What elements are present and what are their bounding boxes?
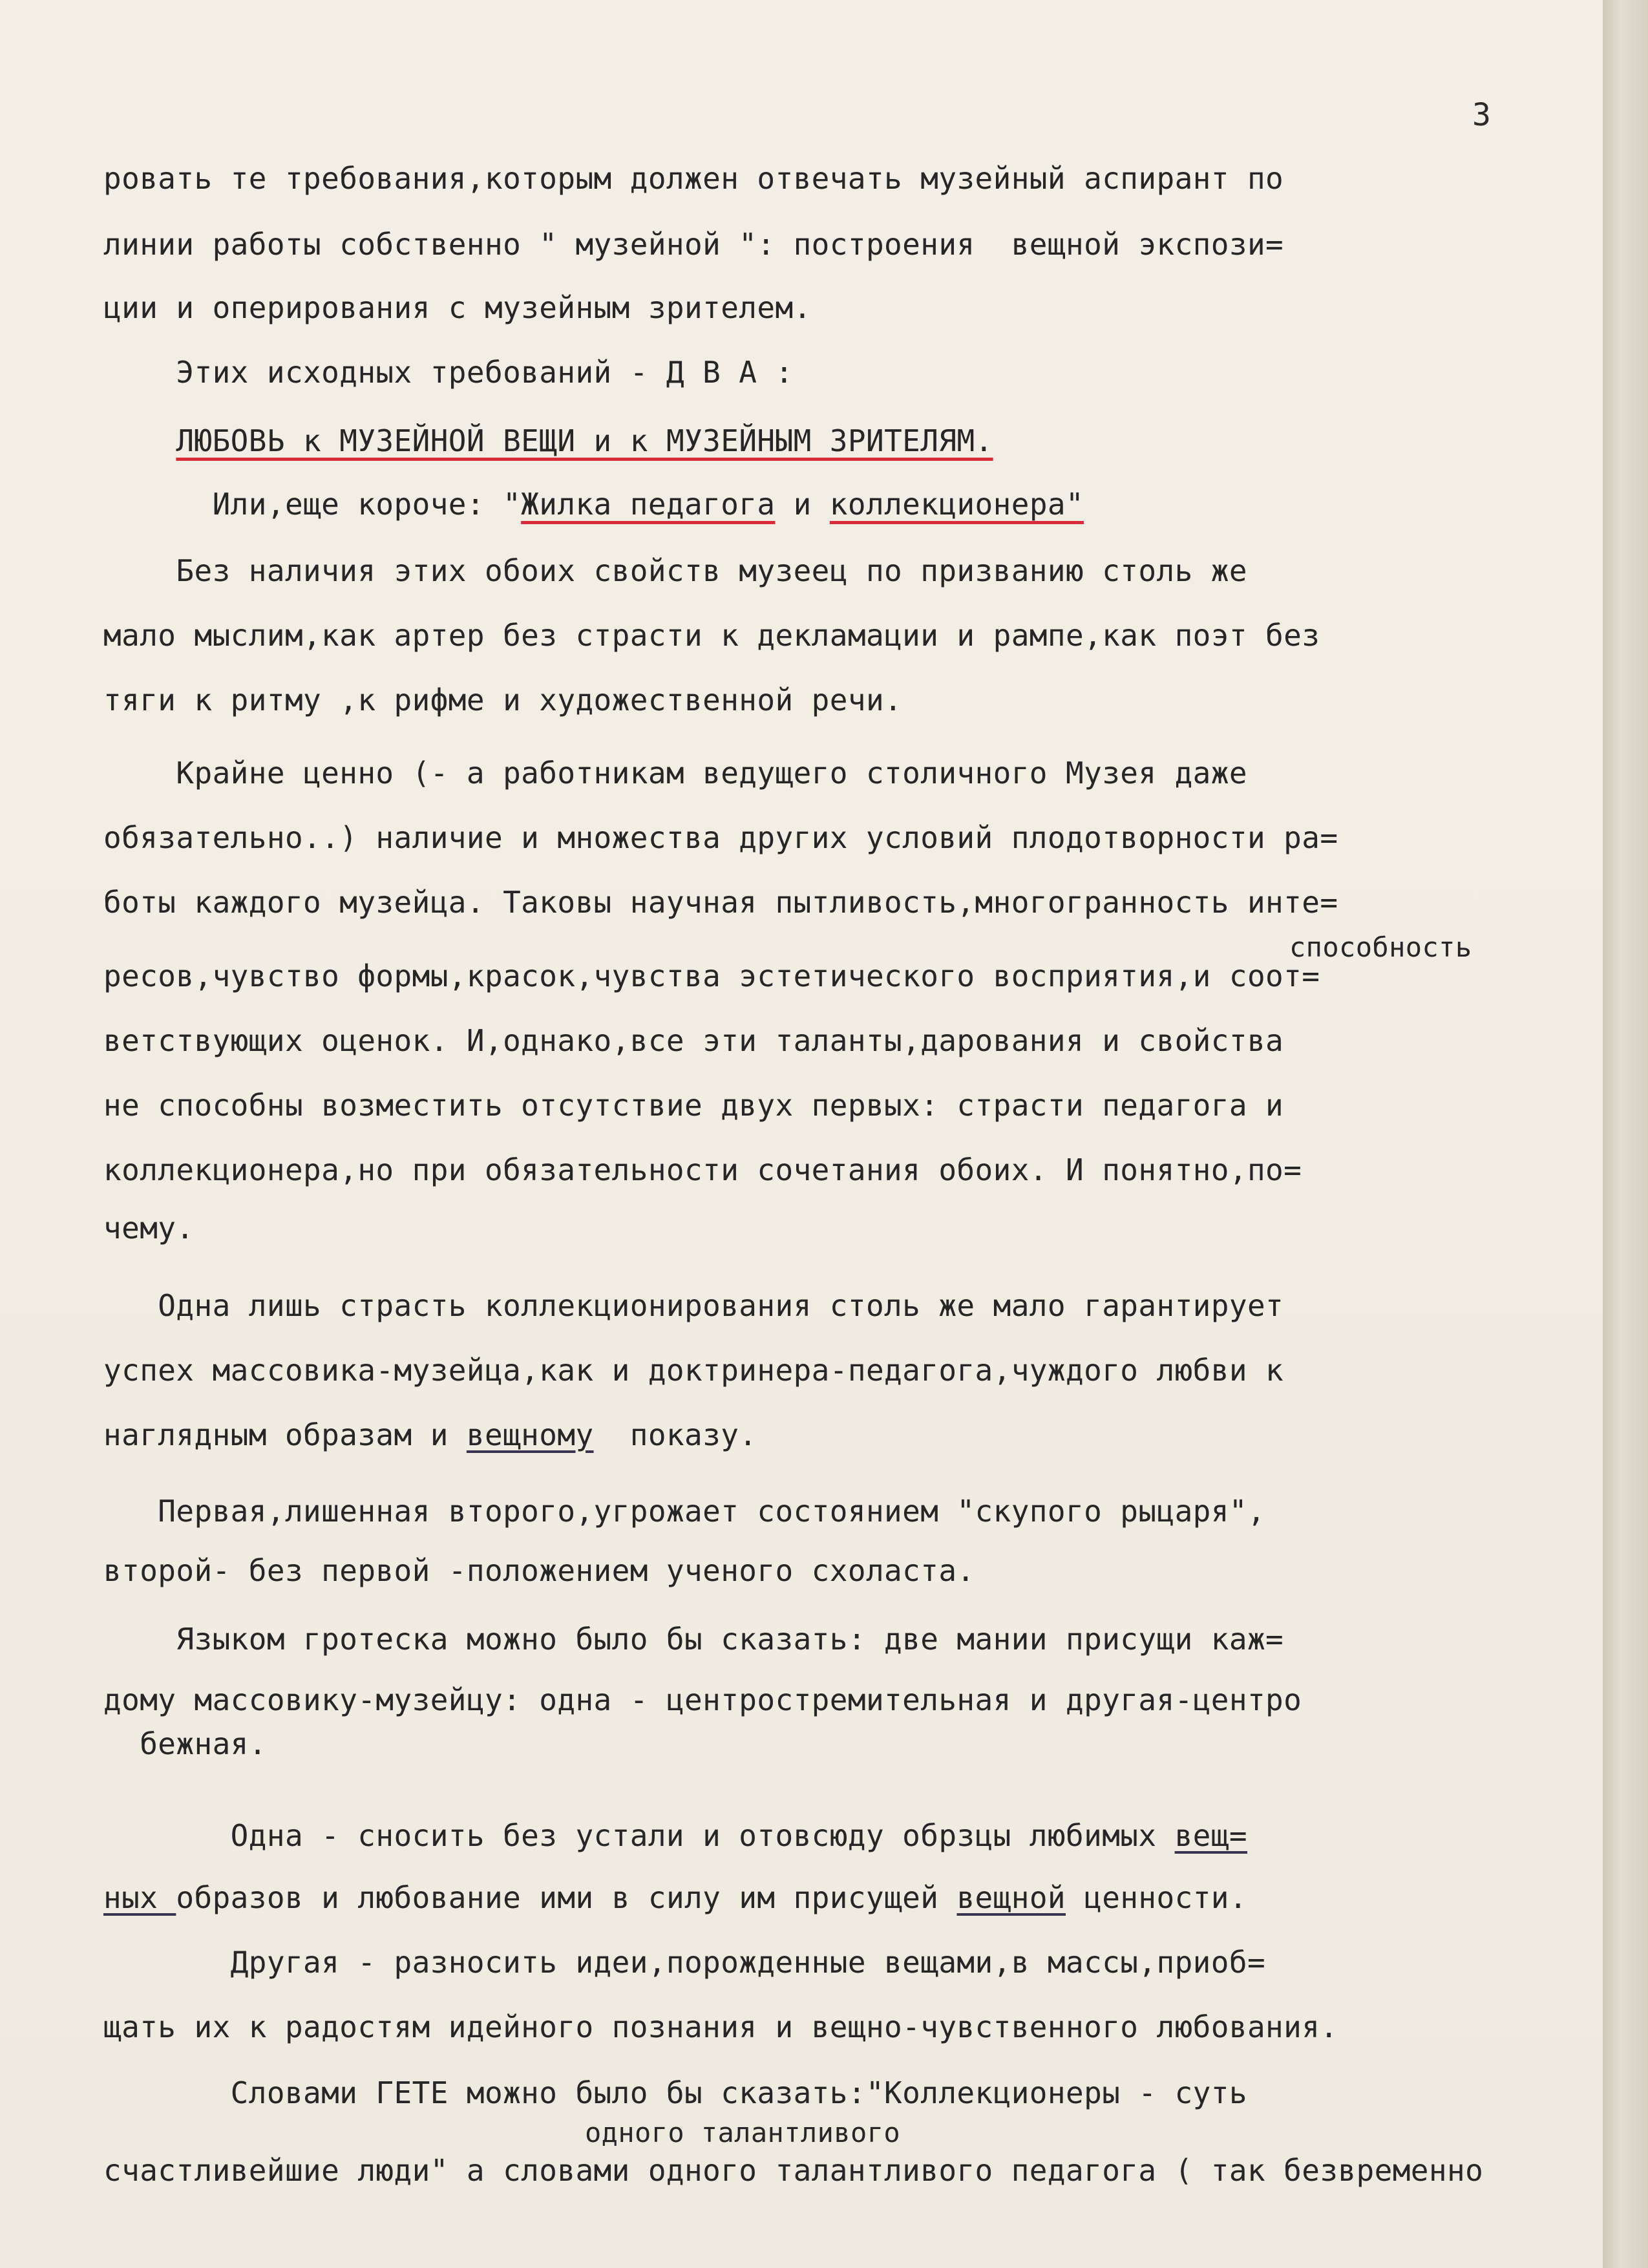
text-line: Другая - разносить идеи,порожденные вещами,в массы,приоб= xyxy=(103,1945,1266,1980)
text-line: ции и оперирования с музейным зрителем. xyxy=(103,290,812,325)
text-line: тяги к ритму ,к рифме и художественной речи. xyxy=(103,683,903,717)
text-line: ных образов и любование ими в силу им присущей вещной ценности. xyxy=(103,1880,1247,1915)
text-line: Этих исходных требований - Д В А : xyxy=(103,355,794,390)
red-underlined-text: коллекционера" xyxy=(829,487,1084,522)
handwritten-insertion: одного талантливого xyxy=(585,2117,901,2148)
text-line: дому массовику-музейцу: одна - центростремительная и другая-центро xyxy=(103,1682,1302,1717)
text-line: ресов,чувство формы,красок,чувства эстетического восприятия,и соот= xyxy=(103,959,1320,993)
text-line: бежная. xyxy=(103,1726,267,1761)
handwritten-insertion: способность xyxy=(1289,931,1472,963)
text-line: щать их к радостям идейного познания и вещно-чувственного любования. xyxy=(103,2009,1338,2044)
text-line: второй- без первой -положением ученого схоласта. xyxy=(103,1553,975,1588)
text-line: коллекционера,но при обязательности сочетания обоих. И понятно,по= xyxy=(103,1152,1302,1187)
text-line: обязательно..) наличие и множества других условий плодотворности ра= xyxy=(103,820,1338,855)
text-line: мало мыслим,как артер без страсти к декламации и рампе,как поэт без xyxy=(103,618,1320,653)
text-line: Языком гротеска можно было бы сказать: две мании присущи каж= xyxy=(103,1622,1284,1657)
text-line: ветствующих оценок. И,однако,все эти таланты,дарования и свойства xyxy=(103,1023,1284,1058)
underlined-word: ных xyxy=(103,1880,176,1915)
text-line: Без наличия этих обоих свойств музеец по призванию столь же xyxy=(103,553,1247,588)
page-number: 3 xyxy=(1472,97,1491,133)
text-line: Одна - сносить без устали и отовсюду обрзцы любимых вещ= xyxy=(103,1818,1247,1853)
page-edge xyxy=(1603,0,1648,2268)
text-line: линии работы собственно " музейной ": построения вещной экспози= xyxy=(103,227,1284,262)
text-line: счастливейшие люди" а словами одного талантливого педагога ( так безвременно xyxy=(103,2153,1484,2188)
underlined-word: вещному xyxy=(466,1417,594,1452)
text-line: боты каждого музейца. Таковы научная пытливость,многогранность инте= xyxy=(103,885,1338,920)
text-line: Словами ГЕТЕ можно было бы сказать:"Коллекционеры - суть xyxy=(103,2075,1247,2110)
text-line: Одна лишь страсть коллекционирования столь же мало гарантирует xyxy=(103,1288,1284,1323)
red-underlined-text: Жилка педагога xyxy=(521,487,776,522)
underlined-word: вещной xyxy=(956,1880,1066,1915)
text-line: чему. xyxy=(103,1211,195,1245)
text-line: Первая,лишенная второго,угрожает состоянием "скупого рыцаря", xyxy=(103,1494,1266,1529)
text-line: ровать те требования,которым должен отвечать музейный аспирант по xyxy=(103,161,1284,196)
text-line: успех массовика-музейца,как и доктринера-педагога,чуждого любви к xyxy=(103,1353,1284,1388)
underlined-word: вещ= xyxy=(1174,1818,1247,1853)
text-line: не способны возместить отсутствие двух первых: страсти педагога и xyxy=(103,1088,1284,1123)
text-line xyxy=(103,423,993,459)
text-line: Или,еще короче: "Жилка педагога и коллекционера" xyxy=(103,487,1084,522)
text-line: наглядным образам и вещному показу. xyxy=(103,1417,757,1452)
red-underlined-text: ЛЮБОВЬ к МУЗЕЙНОЙ ВЕЩИ и к МУЗЕЙНЫМ ЗРИТЕЛЯМ. xyxy=(176,423,993,458)
text-line: Крайне ценно (- а работникам ведущего столичного Музея даже xyxy=(103,756,1247,790)
